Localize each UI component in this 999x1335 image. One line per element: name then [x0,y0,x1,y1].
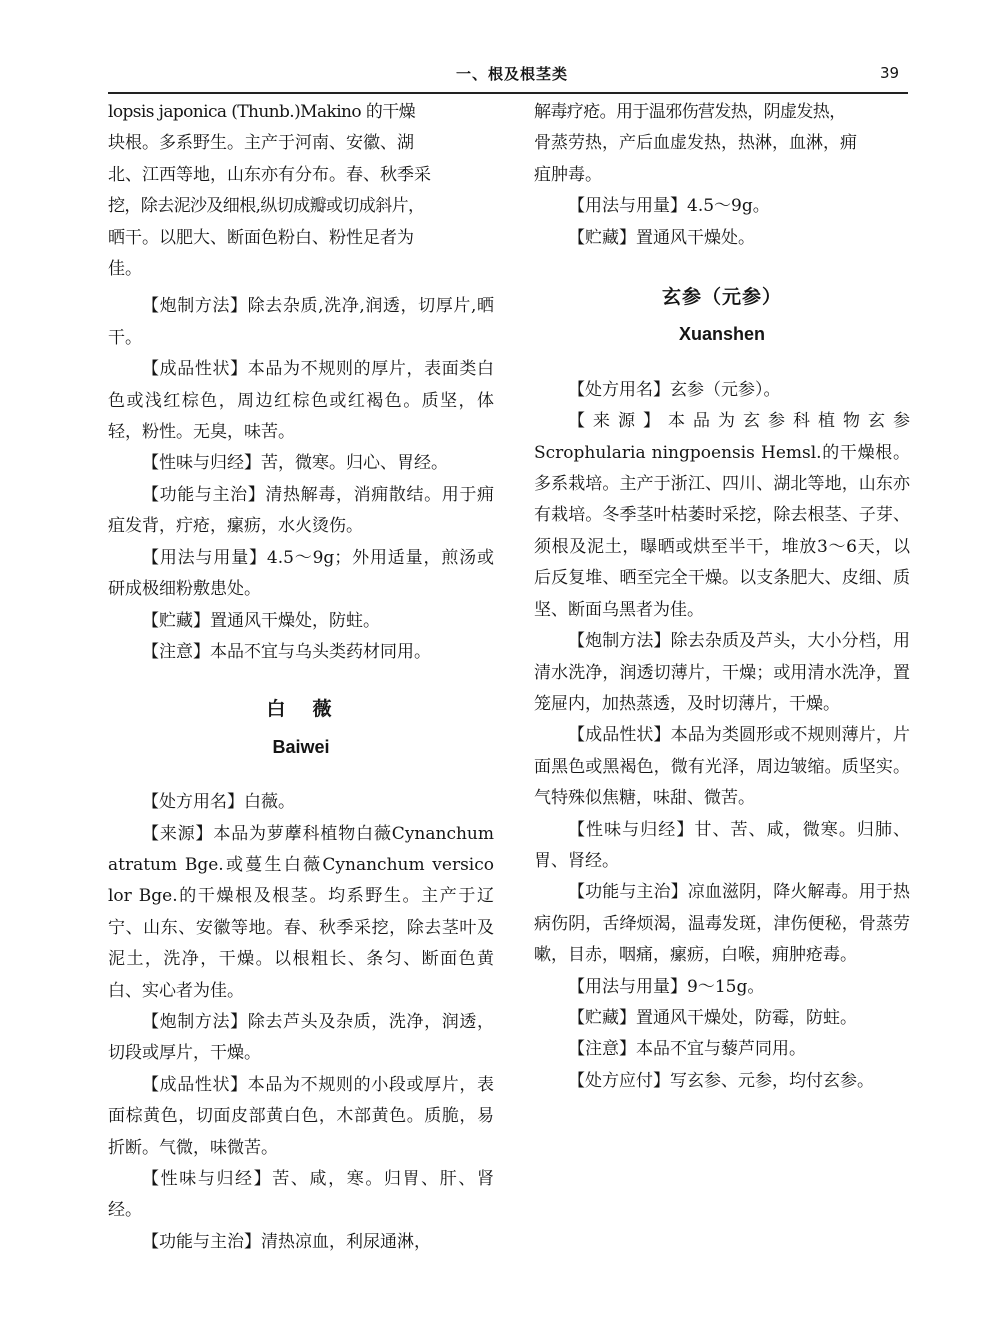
paragraph-storage: 【贮藏】置通风干燥处，防蛀。 [142,610,380,631]
entry-title-xuanshen: 玄参（元参） [661,286,782,309]
text-line: 挖，除去泥沙及细根,纵切成瓣或切成斜片， [108,196,425,217]
page-number: 39 [880,64,900,82]
running-header-title: 一、根及根茎类 [456,65,569,83]
paragraph-processing-method: 【炮制方法】除去杂质,洗净,润透，切厚片,晒干。 [108,296,494,348]
paragraph-dispensing: 【处方应付】写玄参、元参，均付玄参。 [568,1070,874,1091]
entry-title-baiwei: 白 薇 [266,698,336,721]
paragraph-caution: 【注意】本品不宜与乌头类药材同用。 [142,641,431,662]
paragraph-storage: 【贮藏】置通风干燥处。 [568,227,755,248]
left-column [108,97,494,1258]
text-line: lopsis japonica (Thunb.)Makino 的干燥 [108,102,416,122]
paragraph-usage-dosage: 【用法与用量】4.5～9g；外用适量，煎汤或研成极细粉敷患处。 [108,547,494,600]
continued-entry-intro [534,97,910,191]
paragraph-source: 【来源】本品为萝藦科植物白薇Cynanchum atratum Bge.或蔓生白薇Cynanchum versico lor Bge.的干燥根及根茎。均系野生。主产于辽宁、山东、安徽等地。春、秋季采挖，除去茎叶及泥土，洗净，干燥。以根粗长、条匀、断面色黄白、实心者为佳。 [108,823,494,1001]
paragraph-function-indication: 【功能与主治】凉血滋阴，降火解毒。用于热病伤阴，舌绛烦渴，温毒发斑，津伤便秘，骨蒸劳嗽，目赤，咽痛，瘰疬，白喉，痈肿疮毒。 [534,882,910,966]
paragraph-product-characteristics: 【成品性状】本品为不规则的小段或厚片，表面棕黄色，切面皮部黄白色，木部黄色。质脆，易折断。气微，味微苦。 [108,1074,494,1158]
continued-entry-intro [108,97,494,285]
text-line: 块根。多系野生。主产于河南、安徽、湖 [108,133,414,154]
paragraph-property-meridian: 【性味与归经】甘、苦、咸，微寒。归肺、胃、肾经。 [534,819,910,871]
text-line: 解毒疗疮。用于温邪伤营发热，阴虚发热， [534,102,846,122]
paragraph-function-indication: 【功能与主治】清热解毒，消痈散结。用于痈疽发背，疔疮，瘰疬，水火烫伤。 [108,484,494,537]
paragraph-source: 【来源】本品为玄参科植物玄参Scrophularia ningpoensis Hemsl.的干燥根。多系栽培。主产于浙江、四川、湖北等地，山东亦有栽培。冬季茎叶枯萎时采挖，除去根茎、子芽、须根及泥土，曝晒或烘至半干，堆放3～6天，以后反复堆、晒至完全干燥。以支条肥大、皮细、质坚、断面乌黑者为佳。 [534,411,910,620]
paragraph-storage: 【贮藏】置通风干燥处，防霉，防蛀。 [568,1007,857,1028]
text-line: 骨蒸劳热，产后血虚发热，热淋，血淋，痈 [534,133,857,154]
paragraph-function-indication: 【功能与主治】清热凉血，利尿通淋， [142,1231,431,1252]
paragraph-prescription-name: 【处方用名】玄参（元参）。 [568,379,781,400]
paragraph-usage-dosage: 【用法与用量】9～15g。 [568,976,765,997]
entry-pinyin-baiwei: Baiwei [272,736,330,757]
paragraph-prescription-name: 【处方用名】白薇。 [142,792,295,813]
paragraph-property-meridian: 【性味与归经】苦，微寒。归心、胃经。 [142,453,448,474]
text-line: 晒干。以肥大、断面色粉白、粉性足者为 [108,227,414,248]
right-column [534,97,910,1097]
paragraph-caution: 【注意】本品不宜与藜芦同用。 [568,1039,806,1060]
paragraph-product-characteristics: 【成品性状】本品为类圆形或不规则薄片，片面黑色或黑褐色，微有光泽，周边皱缩。质坚实。气特殊似焦糖，味甜、微苦。 [534,725,910,809]
paragraph-property-meridian: 【性味与归经】苦、咸，寒。归胃、肝、肾经。 [108,1169,494,1221]
text-line: 疽肿毒。 [534,164,602,185]
text-line: 北、江西等地，山东亦有分布。春、秋季采 [108,164,431,185]
text-line: 佳。 [108,259,142,280]
paragraph-processing-method: 【炮制方法】除去杂质及芦头，大小分档，用清水洗净，润透切薄片，干燥；或用清水洗净，置笼屉内，加热蒸透，及时切薄片，干燥。 [534,631,910,714]
paragraph-product-characteristics: 【成品性状】本品为不规则的厚片，表面类白色或浅红棕色，周边红棕色或红褐色。质坚，体轻，粉性。无臭，味苦。 [108,359,494,443]
page-header [0,0,999,96]
paragraph-usage-dosage: 【用法与用量】4.5～9g。 [568,196,770,217]
paragraph-processing-method: 【炮制方法】除去芦头及杂质，洗净，润透，切段或厚片，干燥。 [108,1011,494,1064]
entry-pinyin-xuanshen: Xuanshen [678,324,766,345]
header-rule [108,92,908,94]
